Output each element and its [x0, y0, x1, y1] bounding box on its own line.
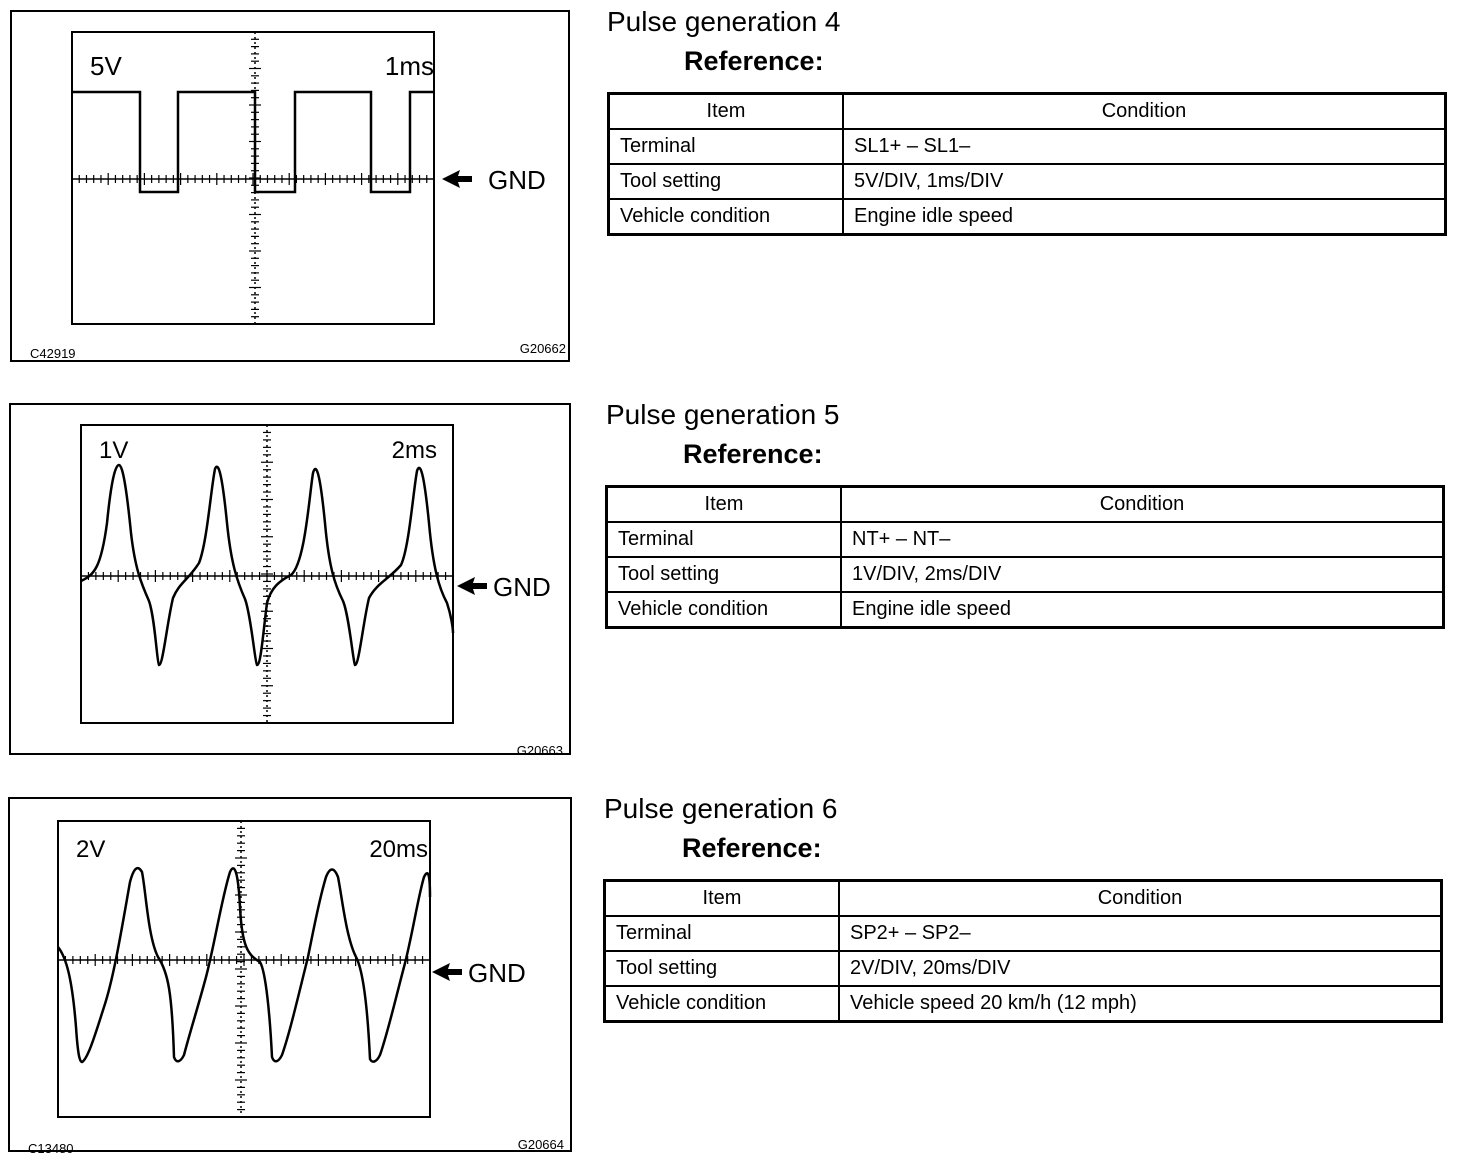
row-item: Vehicle condition [605, 986, 840, 1022]
gnd-label: GND [488, 165, 546, 195]
pulse-section-6 [0, 787, 1472, 1167]
header-item: Item [607, 487, 842, 523]
oscilloscope-waveform [8, 797, 572, 1153]
table-header-row [607, 487, 1444, 523]
header-condition: Condition [843, 94, 1446, 130]
reference-table [607, 92, 1447, 236]
row-item: Vehicle condition [609, 199, 844, 235]
gnd-label: GND [468, 958, 526, 988]
oscilloscope-waveform [9, 403, 571, 755]
figure-code-right: G20662 [519, 341, 566, 356]
table-row [607, 592, 1444, 628]
row-condition: 2V/DIV, 20ms/DIV [839, 951, 1442, 986]
reference-table [605, 485, 1445, 629]
oscilloscope-waveform [10, 10, 570, 362]
header-item: Item [609, 94, 844, 130]
volts-div-label: 5V [90, 51, 122, 81]
table-row [605, 986, 1442, 1022]
row-condition: Engine idle speed [843, 199, 1446, 235]
figure-code-right: G20664 [517, 1137, 564, 1152]
table-row [607, 557, 1444, 592]
time-div-label: 1ms [384, 51, 434, 81]
row-item: Terminal [605, 916, 840, 951]
row-condition: Vehicle speed 20 km/h (12 mph) [839, 986, 1442, 1022]
gnd-label: GND [493, 572, 551, 602]
row-item: Tool setting [609, 164, 844, 199]
row-condition: SP2+ – SP2– [839, 916, 1442, 951]
row-condition: 1V/DIV, 2ms/DIV [841, 557, 1444, 592]
figure-code-left: C13480 [28, 1141, 74, 1153]
figure-code-right: G20663 [516, 743, 563, 755]
row-condition: SL1+ – SL1– [843, 129, 1446, 164]
volts-div-label: 1V [99, 437, 129, 464]
reference-table [603, 879, 1443, 1023]
table-row [609, 129, 1446, 164]
section-title: Pulse generation 6 [604, 793, 838, 824]
row-item: Vehicle condition [607, 592, 842, 628]
section-title: Pulse generation 5 [606, 399, 840, 430]
gnd-arrow-icon [457, 577, 487, 595]
oscilloscope-figure [10, 10, 570, 360]
reference-label: Reference: [682, 833, 822, 863]
row-condition: NT+ – NT– [841, 522, 1444, 557]
figure-code-left: C42919 [30, 346, 76, 361]
pulse-section-4 [0, 0, 1472, 380]
gnd-axis-ticks [65, 828, 422, 1109]
gnd-arrow-icon [432, 963, 462, 981]
table-row [607, 522, 1444, 557]
row-condition: 5V/DIV, 1ms/DIV [843, 164, 1446, 199]
time-div-label: 2ms [391, 437, 437, 464]
pulse-section-5 [0, 393, 1472, 773]
header-condition: Condition [841, 487, 1444, 523]
row-condition: Engine idle speed [841, 592, 1444, 628]
table-row [605, 951, 1442, 986]
table-header-row [605, 881, 1442, 917]
row-item: Terminal [609, 129, 844, 164]
volts-div-label: 2V [76, 836, 106, 863]
table-row [605, 916, 1442, 951]
table-row [609, 199, 1446, 235]
table-header-row [609, 94, 1446, 130]
time-div-label: 20ms [369, 836, 428, 863]
reference-label: Reference: [684, 46, 824, 76]
table-row [609, 164, 1446, 199]
oscilloscope-figure [8, 797, 568, 1153]
gnd-axis-ticks [79, 39, 427, 316]
row-item: Tool setting [607, 557, 842, 592]
reference-label: Reference: [683, 439, 823, 469]
row-item: Terminal [607, 522, 842, 557]
header-item: Item [605, 881, 840, 917]
section-title: Pulse generation 4 [607, 6, 841, 37]
header-condition: Condition [839, 881, 1442, 917]
gnd-arrow-icon [442, 170, 472, 188]
oscilloscope-figure [9, 403, 569, 753]
row-item: Tool setting [605, 951, 840, 986]
